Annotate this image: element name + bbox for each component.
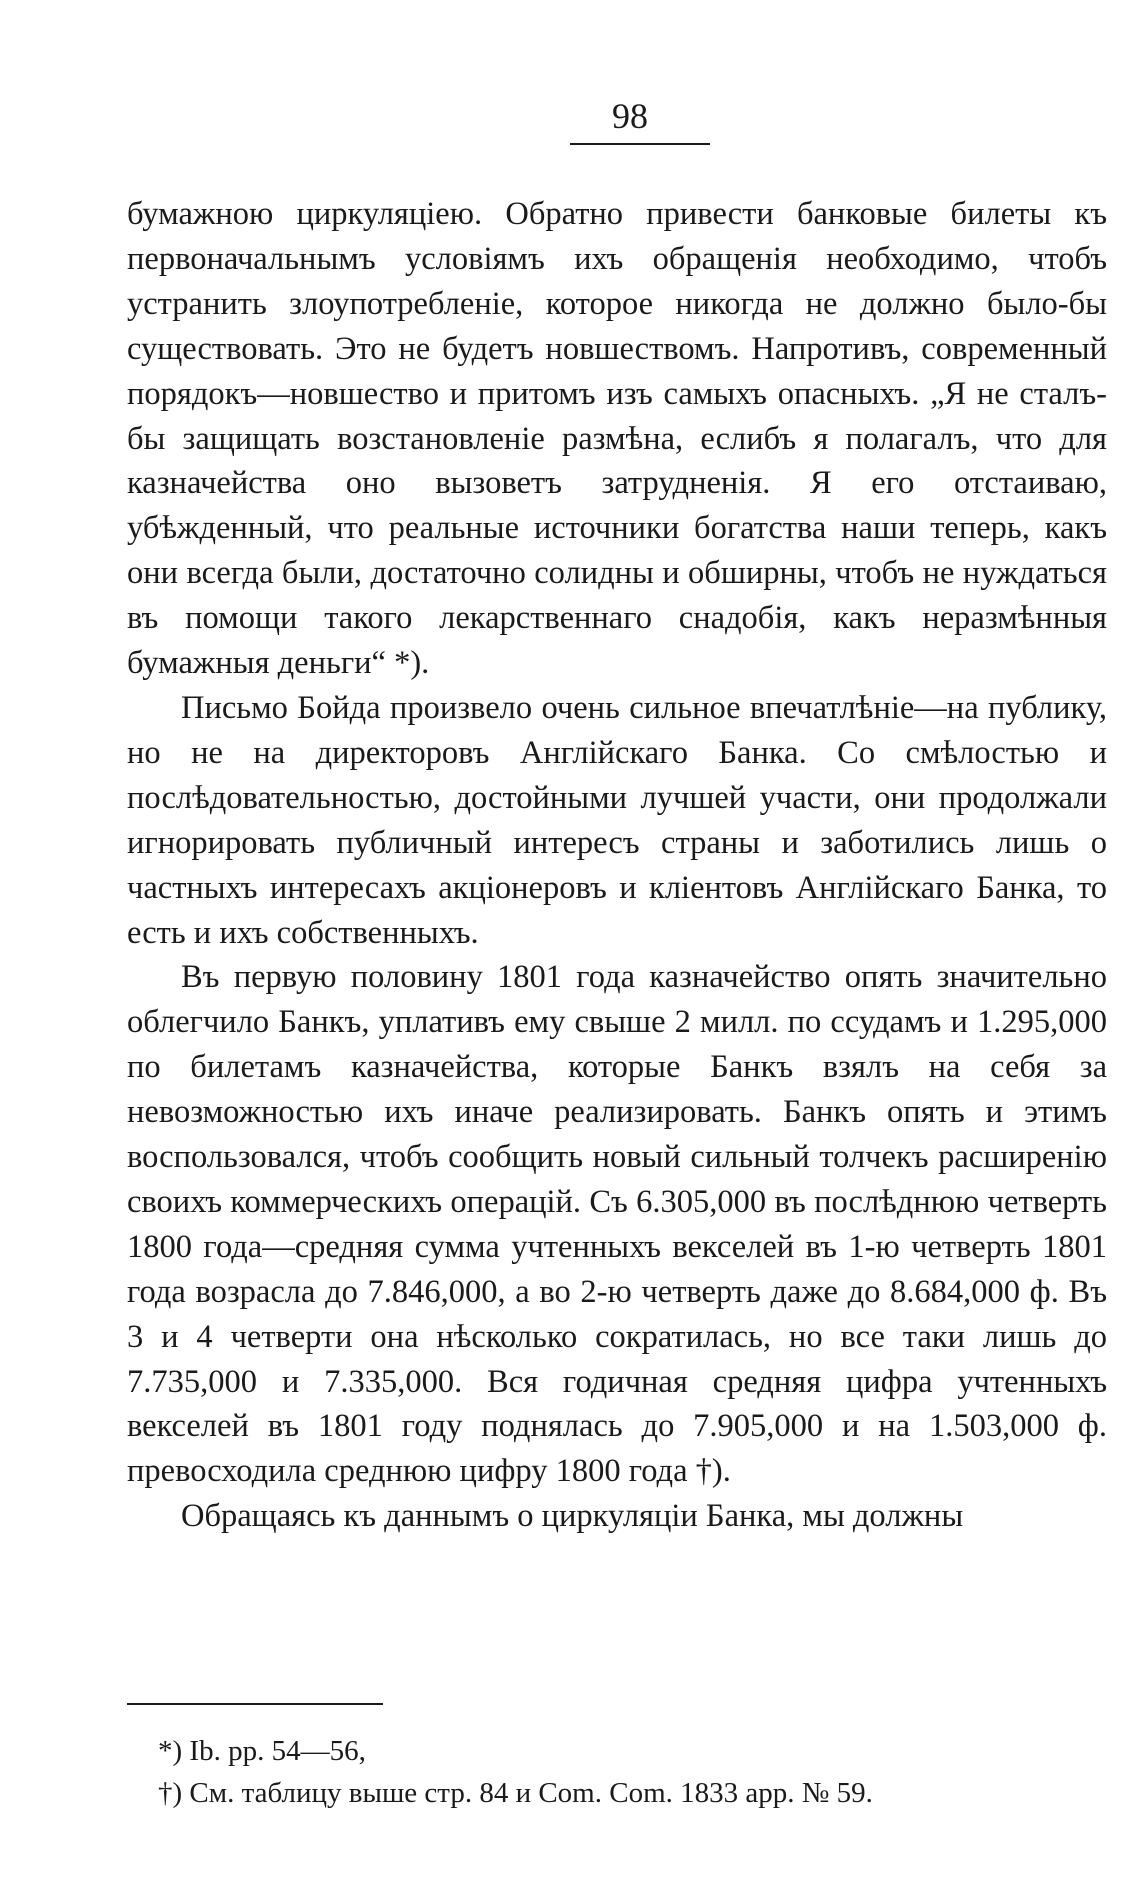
paragraph-3: Въ первую половину 1801 года казначейство опять значительно облегчило Банкъ, уплативъ ему свыше 2 милл. по ссудамъ и 1.295,000 по билетамъ казначейства, которые Банкъ взялъ на себя за невозможностью ихъ иначе реализировать. Банкъ опять и этимъ воспользовался, чтобъ сообщить новый сильный толчекъ расширенiю своихъ коммерческихъ операцiй. Съ 6.305,000 въ послѣднюю четверть 1800 года—средняя сумма учтенныхъ векселей въ 1-ю четверть 1801 года возрасла до 7.846,000, а во 2-ю четверть даже до 8.684,000 ф. Въ 3 и 4 четверти она нѣсколько сократилась, но все таки лишь до 7.735,000 и 7.335,000. Вся годичная средняя цифра учтенныхъ векселей въ 1801 году поднялась до 7.905,000 и на 1.503,000 ф. превосходила среднюю цифру 1800 года †). — [127, 959, 1107, 1490]
footnotes — [158, 1730, 1058, 1814]
page-number-rule — [570, 143, 710, 145]
paragraph-4: Обращаясь къ даннымъ о циркуляцiи Банка, мы должны — [181, 1498, 964, 1535]
footnote-2: †) См. таблицу выше стр. 84 и Com. Com. 1833 app. № 59. — [158, 1777, 873, 1809]
footnote-1: *) Ib. pp. 54—56, — [158, 1735, 366, 1767]
footnote-rule — [127, 1703, 383, 1705]
paragraph-2: Письмо Бойда произвело очень сильное впечатлѣнiе—на публику, но не на директоровъ Англiйскаго Банка. Со смѣлостью и послѣдовательностью, достойными лучшей участи, они продолжали игнорировать публичный интересъ страны и заботились лишь о частныхъ интересахъ акцiонеровъ и клiентовъ Англiйскаго Банка, то есть и ихъ собственныхъ. — [127, 689, 1107, 951]
body-text — [127, 192, 1107, 1539]
page-number: 98 — [612, 96, 648, 136]
paragraph-1: бумажною циркуляцiею. Обратно привести банковые билеты къ первоначальнымъ условiямъ ихъ обращенiя необходимо, чтобъ устранить злоупотребленiе, которое никогда не должно было-бы существовать. Это не будетъ новшествомъ. Напротивъ, современный порядокъ—новшество и притомъ изъ самыхъ опасныхъ. „Я не сталъ-бы защищать возстановленiе размѣна, еслибъ я полагалъ, что для казначейства оно вызоветъ затрудненiя. Я его отстаиваю, убѣжденный, что реальные источники богатства наши теперь, какъ они всегда были, достаточно солидны и обширны, чтобъ не нуждаться въ помощи такого лекарственнаго снадобiя, какъ неразмѣнныя бумажныя деньги“ *). — [127, 196, 1107, 682]
